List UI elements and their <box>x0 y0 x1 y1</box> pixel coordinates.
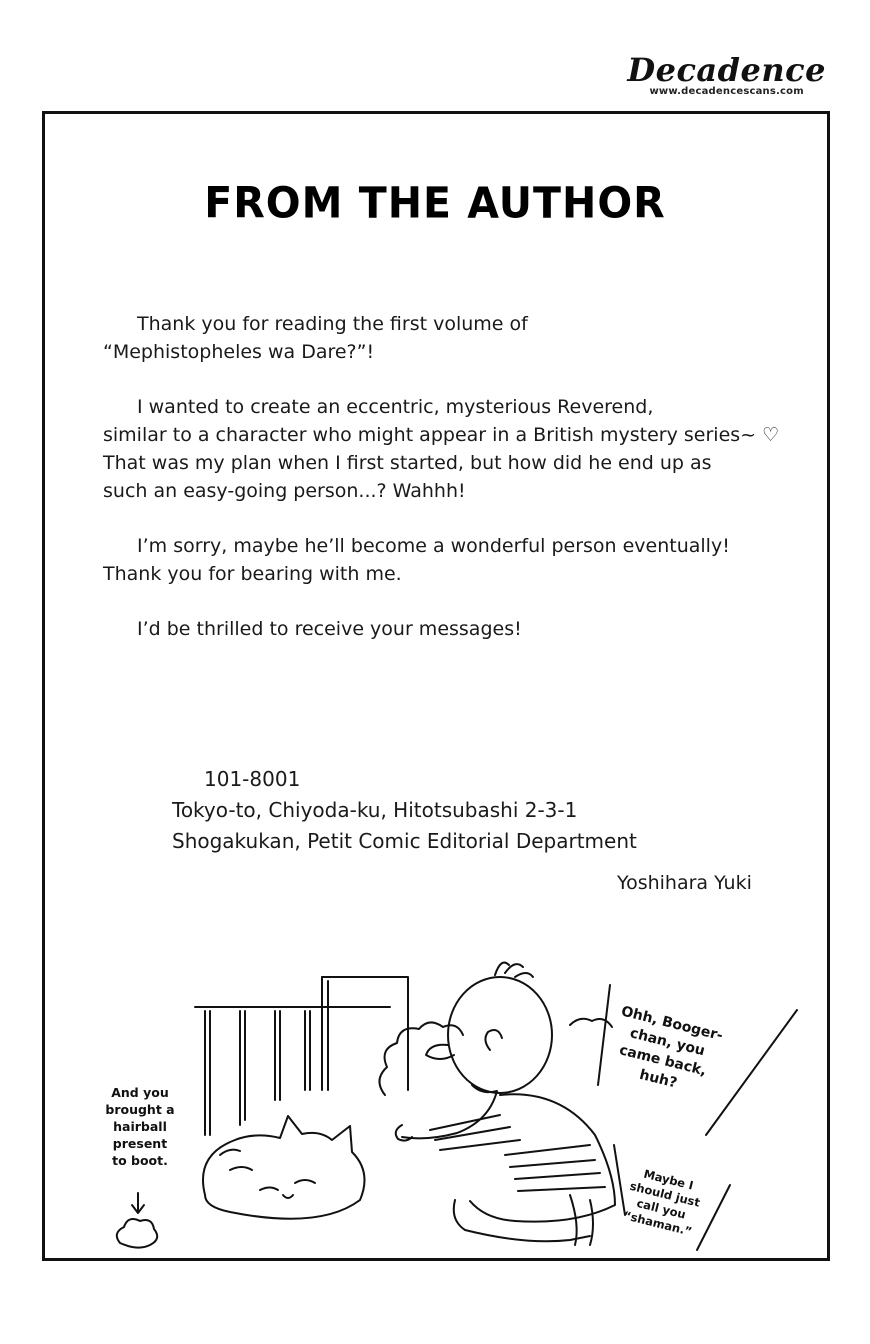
person-drawing <box>396 963 615 1245</box>
author-illustration <box>100 955 820 1255</box>
hairball-drawing <box>117 1219 157 1248</box>
address-line-2: Shogakukan, Petit Comic Editorial Department <box>172 829 637 853</box>
speech-bubble-greeting: Ohh, Booger-chan, you came back, huh? <box>617 1003 725 1092</box>
logo-name: Decadence <box>627 51 826 89</box>
paragraph-2 <box>103 393 823 505</box>
page-title: FROM THE AUTHOR <box>204 177 666 229</box>
mailing-address <box>172 764 637 857</box>
paragraph-1 <box>103 310 823 366</box>
line: Thank you for reading the first volume of <box>137 313 528 335</box>
line: That was my plan when I first started, but how did he end up as <box>103 452 712 474</box>
logo-url: www.decadencescans.com <box>649 86 804 97</box>
author-message <box>103 310 823 670</box>
line: similar to a character who might appear in a British mystery series~ ♡ <box>103 424 780 446</box>
cat-drawing <box>203 1116 365 1219</box>
line: I’d be thrilled to receive your messages! <box>137 618 522 640</box>
author-signature: Yoshihara Yuki <box>617 872 752 894</box>
line: I wanted to create an eccentric, mysterious Reverend, <box>137 396 654 418</box>
paragraph-4 <box>103 615 823 643</box>
speech-bubble-aside: Maybe I should just call you “shaman.” <box>621 1166 702 1239</box>
bush-drawing <box>379 1022 463 1095</box>
paragraph-3 <box>103 532 823 588</box>
scanlation-logo <box>627 52 826 97</box>
address-line-1: Tokyo-to, Chiyoda-ku, Hitotsubashi 2-3-1 <box>172 798 578 822</box>
line: Thank you for bearing with me. <box>103 563 402 585</box>
address-zip: 101-8001 <box>204 767 301 791</box>
line: “Mephistopheles wa Dare?”! <box>103 341 375 363</box>
speech-bubble-cat: And you brought a hairball present to boot. <box>105 1085 175 1168</box>
line: I’m sorry, maybe he’ll become a wonderful person eventually! <box>137 535 730 557</box>
line: such an easy-going person...? Wahhh! <box>103 480 466 502</box>
fence-drawing <box>195 977 408 1135</box>
